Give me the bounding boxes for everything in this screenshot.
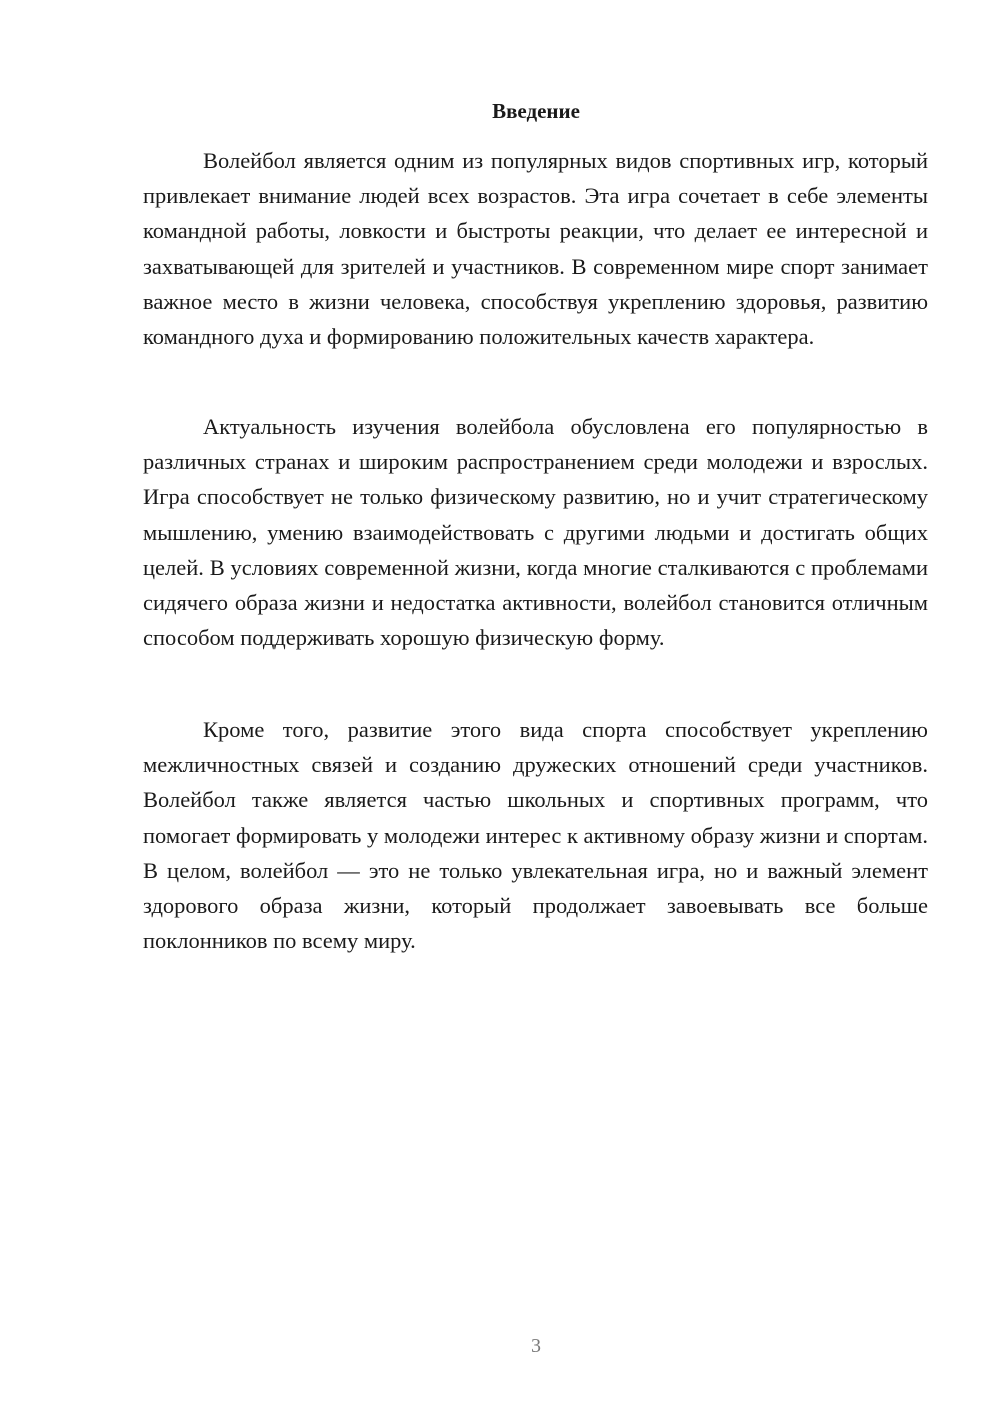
page-number: 3 xyxy=(531,1335,541,1357)
body-paragraph: Актуальность изучения волейбола обусловлена его популярностью в различных странах и широким распространением среди молодежи и взрослых. Игра способствует не только физическому развитию, но и учит стратегическому мышлению, умению взаимодействовать с другими людьми и достигать общих целей. В условиях современной жизни, когда многие сталкиваются с проблемами сидячего образа жизни и недостатка активности, волейбол становится отличным способом поддерживать хорошую физическую форму. xyxy=(143,414,928,651)
paragraph-block-3 xyxy=(143,712,928,958)
body-paragraph: Кроме того, развитие этого вида спорта способствует укреплению межличностных связей и созданию дружеских отношений среди участников. Волейбол также является частью школьных и спортивных программ, что помогает формировать у молодежи интерес к активному образу жизни и спортам. В целом, волейбол — это не только увлекательная игра, но и важный элемент здорового образа жизни, который продолжает завоевывать все больше поклонников по всему миру. xyxy=(143,717,928,954)
paragraph-block-1 xyxy=(143,143,928,354)
body-paragraph: Волейбол является одним из популярных видов спортивных игр, который привлекает внимание людей всех возрастов. Эта игра сочетает в себе элементы командной работы, ловкости и быстроты реакции, что делает ее интересной и захватывающей для зрителей и участников. В современном мире спорт занимает важное место в жизни человека, способствуя укреплению здоровья, развитию командного духа и формированию положительных качеств характера. xyxy=(143,148,928,350)
section-heading: Введение xyxy=(492,99,580,123)
paragraph-block-2 xyxy=(143,409,928,655)
